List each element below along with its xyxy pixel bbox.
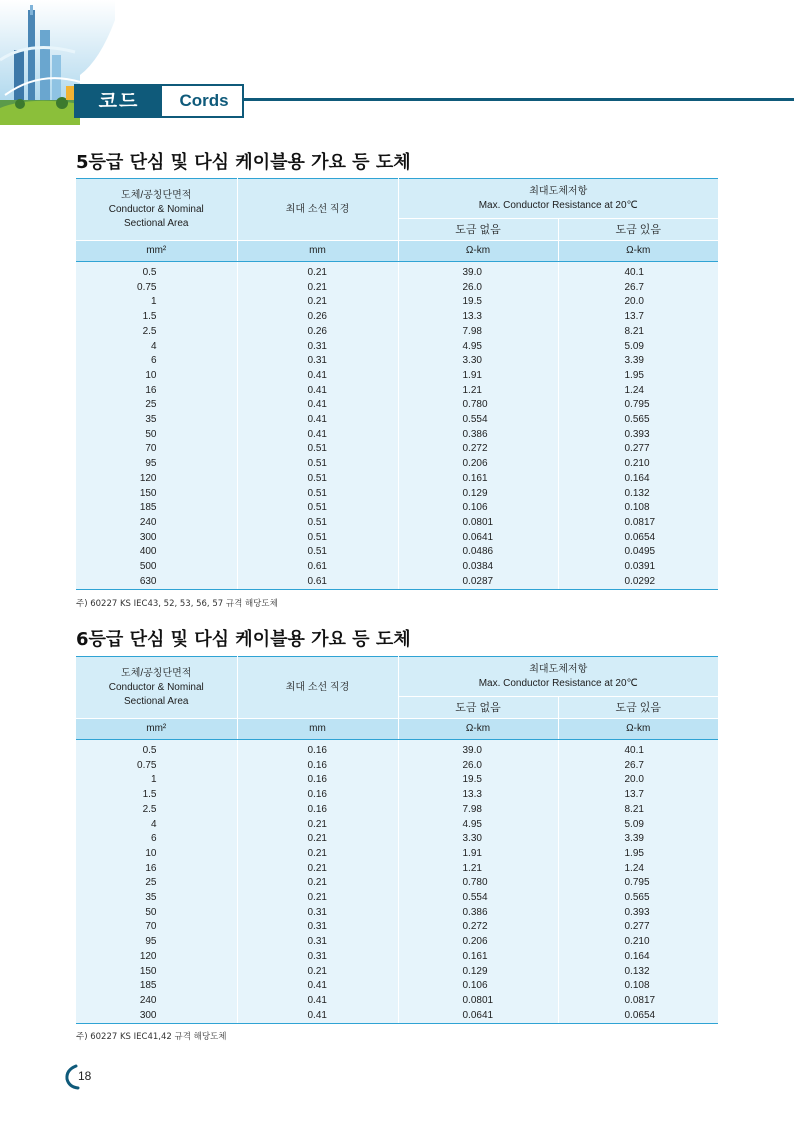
cell-diameter: 0.41 [237,398,398,413]
table-row [76,575,718,590]
table-row [76,759,718,774]
cell-resistance-uncoated: 0.554 [398,891,558,906]
cell-resistance-coated: 0.0817 [558,994,718,1009]
cell-resistance-uncoated: 39.0 [398,262,558,281]
cell-resistance-uncoated: 0.161 [398,950,558,965]
cell-area: 50 [76,428,237,443]
header-area-en1: Conductor & Nominal [108,681,204,693]
header-area [76,179,237,241]
cell-resistance-uncoated: 19.5 [398,773,558,788]
header-rule [244,98,794,101]
cell-area: 95 [76,935,237,950]
cell-resistance-uncoated: 0.386 [398,428,558,443]
header-area-en1: Conductor & Nominal [108,203,204,215]
cell-diameter: 0.41 [237,413,398,428]
cell-resistance-coated: 13.7 [558,310,718,325]
cell-resistance-coated: 13.7 [558,788,718,803]
cell-area: 185 [76,979,237,994]
cell-resistance-uncoated: 0.0801 [398,994,558,1009]
cell-area: 120 [76,950,237,965]
cell-diameter: 0.31 [237,920,398,935]
cell-area: 0.5 [76,262,237,281]
cell-diameter: 0.51 [237,516,398,531]
cell-diameter: 0.16 [237,803,398,818]
cell-area: 1 [76,773,237,788]
table-row [76,788,718,803]
table-row [76,354,718,369]
cell-area: 150 [76,487,237,502]
cell-resistance-uncoated: 39.0 [398,740,558,759]
cell-area: 16 [76,384,237,399]
cell-diameter: 0.41 [237,384,398,399]
header-resistance-ko: 최대도체저항 [529,185,588,197]
cell-diameter: 0.21 [237,295,398,310]
unit-diameter: mm [237,719,398,740]
table-row [76,818,718,833]
table-row [76,891,718,906]
cell-resistance-coated: 0.393 [558,906,718,921]
cell-diameter: 0.21 [237,862,398,877]
cell-diameter: 0.51 [237,501,398,516]
cell-resistance-uncoated: 7.98 [398,325,558,340]
chapter-title-english: Cords [179,91,229,110]
cell-area: 0.75 [76,281,237,296]
table-row [76,920,718,935]
cell-resistance-coated: 0.210 [558,935,718,950]
page-number-badge [64,1064,94,1090]
table-row [76,740,718,759]
header-resistance [398,657,718,697]
cell-resistance-coated: 8.21 [558,325,718,340]
cell-resistance-uncoated: 19.5 [398,295,558,310]
cell-resistance-uncoated: 0.780 [398,398,558,413]
cell-diameter: 0.16 [237,773,398,788]
cell-resistance-coated: 0.132 [558,965,718,980]
cell-diameter: 0.51 [237,531,398,546]
cell-area: 2.5 [76,325,237,340]
cell-resistance-coated: 0.565 [558,413,718,428]
header-uncoated: 도금 없음 [398,219,558,241]
unit-area: mm² [76,241,237,262]
cell-resistance-uncoated: 0.780 [398,876,558,891]
cell-resistance-coated: 20.0 [558,295,718,310]
header-resistance-ko: 최대도체저항 [529,663,588,675]
cell-resistance-uncoated: 26.0 [398,281,558,296]
table-row [76,516,718,531]
section-title-class6: 6등급 단심 및 다심 케이블용 가요 등 도체 [76,629,411,650]
cell-area: 50 [76,906,237,921]
cell-resistance-uncoated: 13.3 [398,310,558,325]
cell-resistance-coated: 0.0654 [558,531,718,546]
header-diameter: 최대 소선 직경 [237,179,398,241]
page-number: 18 [78,1069,92,1083]
cell-area: 4 [76,340,237,355]
table-row [76,472,718,487]
cell-diameter: 0.51 [237,442,398,457]
cell-resistance-uncoated: 3.30 [398,354,558,369]
cell-resistance-coated: 1.95 [558,847,718,862]
cell-resistance-uncoated: 3.30 [398,832,558,847]
cell-area: 10 [76,369,237,384]
cell-resistance-coated: 8.21 [558,803,718,818]
table-row [76,262,718,281]
table-row [76,950,718,965]
header-uncoated: 도금 없음 [398,697,558,719]
cell-resistance-uncoated: 0.106 [398,979,558,994]
table-row [76,906,718,921]
cell-resistance-coated: 0.108 [558,501,718,516]
table-row [76,369,718,384]
cell-resistance-coated: 40.1 [558,740,718,759]
cell-diameter: 0.51 [237,487,398,502]
table-note-class5: 주) 60227 KS IEC43, 52, 53, 56, 57 규격 해당도체 [76,599,278,609]
cell-diameter: 0.51 [237,472,398,487]
table-row [76,384,718,399]
cell-diameter: 0.16 [237,759,398,774]
cell-area: 70 [76,920,237,935]
table-row [76,994,718,1009]
cell-resistance-uncoated: 0.272 [398,920,558,935]
cell-diameter: 0.41 [237,994,398,1009]
cell-diameter: 0.21 [237,876,398,891]
cell-diameter: 0.21 [237,965,398,980]
section-title-class5: 5등급 단심 및 다심 케이블용 가요 등 도체 [76,152,411,173]
cell-resistance-coated: 3.39 [558,354,718,369]
cell-area: 2.5 [76,803,237,818]
cell-resistance-uncoated: 0.206 [398,457,558,472]
cell-diameter: 0.51 [237,545,398,560]
cell-resistance-coated: 3.39 [558,832,718,847]
table-row [76,832,718,847]
cell-resistance-coated: 0.795 [558,398,718,413]
cell-resistance-coated: 26.7 [558,281,718,296]
cell-resistance-coated: 0.0495 [558,545,718,560]
table-body [76,740,718,1024]
table-row [76,295,718,310]
cell-diameter: 0.16 [237,740,398,759]
cell-diameter: 0.21 [237,281,398,296]
cell-area: 6 [76,832,237,847]
header-resistance [398,179,718,219]
cell-resistance-uncoated: 0.0384 [398,560,558,575]
cell-area: 240 [76,516,237,531]
unit-coated: Ω-km [558,719,718,740]
cell-area: 500 [76,560,237,575]
cell-resistance-uncoated: 0.554 [398,413,558,428]
cell-resistance-uncoated: 1.91 [398,369,558,384]
table-row [76,501,718,516]
cell-area: 10 [76,847,237,862]
cell-resistance-uncoated: 0.0486 [398,545,558,560]
cell-resistance-coated: 0.393 [558,428,718,443]
header-area-en2: Sectional Area [124,695,189,707]
cell-diameter: 0.21 [237,832,398,847]
cell-diameter: 0.21 [237,891,398,906]
table-row [76,876,718,891]
cell-resistance-coated: 0.0391 [558,560,718,575]
chapter-tab [74,84,244,118]
cell-resistance-coated: 0.565 [558,891,718,906]
cell-resistance-coated: 0.795 [558,876,718,891]
cell-diameter: 0.21 [237,847,398,862]
cell-resistance-coated: 0.164 [558,472,718,487]
cell-area: 25 [76,398,237,413]
cell-area: 300 [76,1009,237,1024]
cell-resistance-coated: 0.277 [558,442,718,457]
cell-resistance-coated: 5.09 [558,340,718,355]
cell-diameter: 0.16 [237,788,398,803]
header-area-en2: Sectional Area [124,217,189,229]
cell-diameter: 0.41 [237,979,398,994]
cell-diameter: 0.31 [237,354,398,369]
cell-area: 35 [76,891,237,906]
cell-resistance-coated: 26.7 [558,759,718,774]
unit-uncoated: Ω-km [398,241,558,262]
table-row [76,442,718,457]
cell-resistance-uncoated: 0.0641 [398,531,558,546]
cell-resistance-uncoated: 0.206 [398,935,558,950]
cell-resistance-coated: 0.132 [558,487,718,502]
cell-resistance-coated: 0.210 [558,457,718,472]
cell-area: 16 [76,862,237,877]
cell-resistance-uncoated: 13.3 [398,788,558,803]
cell-diameter: 0.31 [237,935,398,950]
table-row [76,325,718,340]
cell-area: 150 [76,965,237,980]
cell-resistance-uncoated: 0.129 [398,965,558,980]
cell-area: 70 [76,442,237,457]
cell-area: 4 [76,818,237,833]
cell-area: 185 [76,501,237,516]
cell-resistance-uncoated: 0.0641 [398,1009,558,1024]
cell-resistance-uncoated: 7.98 [398,803,558,818]
table-row [76,803,718,818]
cell-area: 300 [76,531,237,546]
table-row [76,340,718,355]
cell-area: 400 [76,545,237,560]
cell-resistance-uncoated: 0.129 [398,487,558,502]
table-row [76,398,718,413]
table-unit-row [76,241,718,262]
cell-diameter: 0.21 [237,262,398,281]
cell-area: 6 [76,354,237,369]
cell-diameter: 0.26 [237,310,398,325]
conductor-table-class5 [76,178,718,590]
table-row [76,1009,718,1024]
cell-resistance-coated: 0.0292 [558,575,718,590]
cell-diameter: 0.21 [237,818,398,833]
cell-resistance-uncoated: 0.272 [398,442,558,457]
cell-resistance-coated: 0.108 [558,979,718,994]
cell-resistance-uncoated: 1.21 [398,862,558,877]
cell-resistance-coated: 1.24 [558,384,718,399]
cell-diameter: 0.26 [237,325,398,340]
table-row [76,560,718,575]
header-resistance-en: Max. Conductor Resistance at 20℃ [478,199,638,211]
table-row [76,413,718,428]
cell-diameter: 0.31 [237,906,398,921]
header-area [76,657,237,719]
unit-uncoated: Ω-km [398,719,558,740]
cell-area: 1.5 [76,788,237,803]
cell-resistance-coated: 1.95 [558,369,718,384]
cell-area: 25 [76,876,237,891]
cell-diameter: 0.41 [237,428,398,443]
header-coated: 도금 있음 [558,697,718,719]
cell-diameter: 0.61 [237,560,398,575]
cell-resistance-uncoated: 26.0 [398,759,558,774]
cell-area: 0.75 [76,759,237,774]
table-row [76,965,718,980]
cell-area: 240 [76,994,237,1009]
page-header [0,0,794,125]
cell-area: 630 [76,575,237,590]
table-row [76,935,718,950]
cell-diameter: 0.31 [237,950,398,965]
cell-area: 1 [76,295,237,310]
table-unit-row [76,719,718,740]
unit-diameter: mm [237,241,398,262]
cell-resistance-coated: 0.164 [558,950,718,965]
cell-resistance-coated: 1.24 [558,862,718,877]
cell-area: 95 [76,457,237,472]
cell-resistance-uncoated: 0.0801 [398,516,558,531]
cell-resistance-coated: 0.0654 [558,1009,718,1024]
cell-resistance-uncoated: 4.95 [398,340,558,355]
cell-resistance-uncoated: 4.95 [398,818,558,833]
chapter-title-korean: 코드 [76,86,162,116]
unit-area: mm² [76,719,237,740]
cell-area: 35 [76,413,237,428]
cell-diameter: 0.41 [237,369,398,384]
header-area-ko: 도체/공칭단면적 [121,667,192,679]
cell-area: 0.5 [76,740,237,759]
table-note-class6: 주) 60227 KS IEC41,42 규격 해당도체 [76,1032,227,1042]
table-row [76,281,718,296]
header-area-ko: 도체/공칭단면적 [121,189,192,201]
cell-resistance-uncoated: 0.386 [398,906,558,921]
table-row [76,545,718,560]
table-row [76,457,718,472]
cell-resistance-uncoated: 0.161 [398,472,558,487]
table-row [76,979,718,994]
cell-area: 120 [76,472,237,487]
cell-resistance-coated: 0.277 [558,920,718,935]
table-header-row [76,179,718,219]
table-row [76,773,718,788]
header-coated: 도금 있음 [558,219,718,241]
cell-resistance-coated: 40.1 [558,262,718,281]
table-row [76,428,718,443]
cell-resistance-coated: 0.0817 [558,516,718,531]
table-row [76,487,718,502]
conductor-table-class6 [76,656,718,1024]
cell-resistance-coated: 5.09 [558,818,718,833]
cell-diameter: 0.51 [237,457,398,472]
table-row [76,310,718,325]
header-resistance-en: Max. Conductor Resistance at 20℃ [478,677,638,689]
unit-coated: Ω-km [558,241,718,262]
table-body [76,262,718,590]
table-row [76,531,718,546]
cell-resistance-coated: 20.0 [558,773,718,788]
cell-diameter: 0.61 [237,575,398,590]
cell-resistance-uncoated: 1.21 [398,384,558,399]
table-header-row [76,657,718,697]
table-row [76,847,718,862]
table-row [76,862,718,877]
cell-diameter: 0.41 [237,1009,398,1024]
cell-resistance-uncoated: 0.0287 [398,575,558,590]
cell-diameter: 0.31 [237,340,398,355]
header-diameter: 최대 소선 직경 [237,657,398,719]
cell-resistance-uncoated: 1.91 [398,847,558,862]
cell-resistance-uncoated: 0.106 [398,501,558,516]
cell-area: 1.5 [76,310,237,325]
